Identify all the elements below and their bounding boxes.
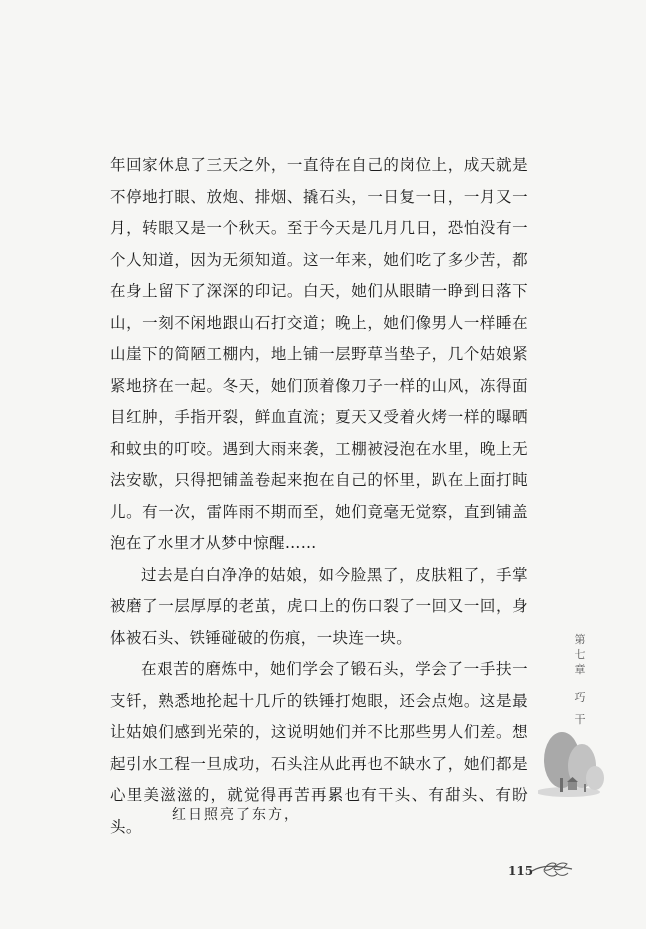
paragraph-2: 过去是白白净净的姑娘，如今脸黑了，皮肤粗了，手掌被磨了一层厚厚的老茧，虎口上的伤口裂了一回又一回，身体被石头、铁锤碰破的伤痕，一块连一块。 xyxy=(110,565,528,647)
paragraph-3: 在艰苦的磨炼中，她们学会了锻石头，学会了一手扶一支钎，熟悉地抡起十几斤的铁锤打炮眼，还会点炮。这是最让姑娘们感到光荣的，这说明她们并不比那些男人们差。想起引水工程一旦成功，石头注从此再也不缺水了，她们都是心里美滋滋的，就觉得再苦再累也有干头、有甜头、有盼头。 xyxy=(110,660,528,836)
page-number: 115 xyxy=(508,864,534,878)
chapter-tab xyxy=(556,632,604,731)
leaf-ornament-icon xyxy=(530,860,574,880)
verse-line: 红日照亮了东方， xyxy=(172,807,300,823)
tree-illustration-icon xyxy=(538,728,612,798)
paragraph-continued: 年回家休息了三天之外，一直待在自己的岗位上，成天就是不停地打眼、放炮、排烟、撬石头，一日复一日，一月又一月，转眼又是一个秋天。至于今天是几月几日，恐怕没有一个人知道，因为无须知道。这一年来，她们吃了多少苦，都在身上留下了深深的印记。白天，她们从眼睛一睁到日落下山，一刻不闲地跟山石打交道；晚上，她们像男人一样睡在山崖下的简陋工棚内，地上铺一层野草当垫子，几个姑娘紧紧地挤在一起。冬天，她们顶着像刀子一样的山风，冻得面目红肿，手指开裂，鲜血直流；夏天又受着火烤一样的曝晒和蚊虫的叮咬。遇到大雨来袭，工棚被浸泡在水里，晚上无法安歇，只得把铺盖卷起来抱在自己的怀里，趴在上面打盹儿。有一次，雷阵雨不期而至，她们竟毫无觉察，直到铺盖泡在了水里才从梦中惊醒…… xyxy=(110,156,528,552)
body-text xyxy=(110,150,528,843)
chapter-title: 巧干 xyxy=(574,691,586,726)
chapter-number: 第七章 xyxy=(574,633,586,676)
